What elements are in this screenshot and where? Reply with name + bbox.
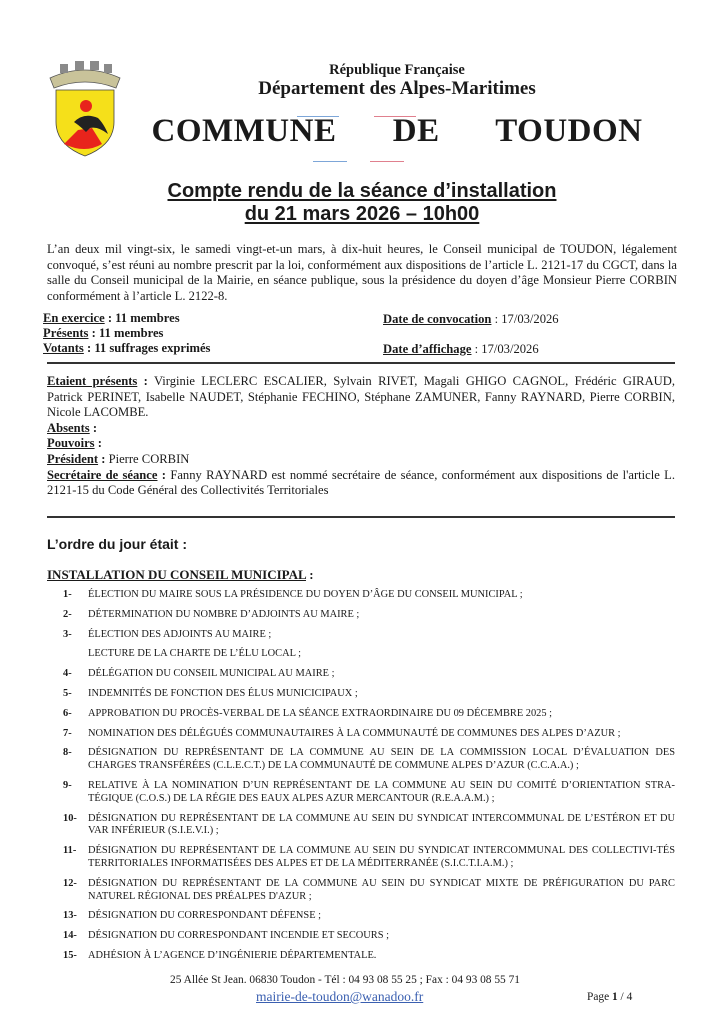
agenda-item xyxy=(63,950,675,963)
document-title-line1: Compte rendu de la séance d’installation xyxy=(167,180,557,202)
attendance-presents: Etaient présents : Virginie LECLERC ESCALIER, Sylvain RIVET, Magali GHIGO CAGNOL, Frédéric GIRAUD, Patrick PERINET, Isabelle NAUDET, Stéphanie FECHINO, Stéphane ZAMUNER, Fanny RAYNARD, Pierre CORBIN, Nicole LACOMBE. xyxy=(47,374,676,420)
agenda-item-text: DÉSIGNATION DU REPRÉSENTANT DE LA COMMUNE AU SEIN DE LA COMMISSION LOCAL D’ÉVALUATION DES CHARGES TRANSFÉRÉES (C.L.E.C.T.) DE LA COMMUNAUTÉ DE COMMUNE ALPES D’AZUR (C.C.A.A.) ; xyxy=(88,747,675,772)
count-votants-label: Votants xyxy=(43,341,84,355)
secretaire-label: Secrétaire de séance xyxy=(47,467,158,482)
agenda-item-number: 7- xyxy=(63,727,72,739)
count-presents-label: Présents xyxy=(43,326,89,340)
agenda-item xyxy=(63,780,675,806)
presents-label: Etaient présents xyxy=(47,374,138,388)
sun-icon xyxy=(80,100,92,112)
president-label: Président xyxy=(47,451,99,466)
agenda-item-text: DÉSIGNATION DU CORRESPONDANT INCENDIE ET SECOURS ; xyxy=(88,930,389,942)
agenda-heading: L’ordre du jour était : xyxy=(47,536,188,552)
tricolor-dash-blue-bottom xyxy=(313,161,347,162)
agenda-item xyxy=(63,609,675,622)
date-convocation-label: Date de convocation xyxy=(383,312,492,326)
agenda-item xyxy=(63,589,675,602)
absents-label: Absents xyxy=(47,420,90,435)
president-value: Pierre CORBIN xyxy=(105,451,190,466)
count-exercice-label: En exercice xyxy=(43,311,105,325)
agenda-item-text: LECTURE DE LA CHARTE DE L’ÉLU LOCAL ; xyxy=(88,648,302,660)
agenda-list xyxy=(63,589,675,970)
footer-email-link[interactable]: mairie-de-toudon@wanadoo.fr xyxy=(256,989,424,1004)
agenda-item-text: ADHÉSION À L’AGENCE D’INGÉNIERIE DÉPARTEMENTALE. xyxy=(88,949,377,961)
department-label: Département des Alpes-Maritimes xyxy=(258,78,536,99)
document-title-line2: du 21 mars 2026 – 10h00 xyxy=(244,203,480,225)
agenda-item-text: ÉLECTION DES ADJOINTS AU MAIRE ; xyxy=(88,628,272,640)
agenda-item-text: DÉSIGNATION DU CORRESPONDANT DÉFENSE ; xyxy=(88,910,322,922)
pouvoirs-label: Pouvoirs xyxy=(47,436,95,451)
agenda-item xyxy=(63,728,675,741)
secretaire-value: Fanny RAYNARD est nommé secrétaire de séance, conformément aux dispositions de l'article L. 2121-15 du Code Général des Collectivités Territoriales xyxy=(47,467,676,498)
agenda-item-text: DÉSIGNATION DU REPRÉSENTANT DE LA COMMUNE AU SEIN DU SYNDICAT INTERCOMMUNAL DE L’ESTÉRON ET DU VAR INFÉRIEUR (S.I.E.V.I.) ; xyxy=(88,812,675,837)
agenda-item-text: DÉLÉGATION DU CONSEIL MUNICIPAL AU MAIRE ; xyxy=(88,668,335,680)
divider-top xyxy=(47,362,675,364)
agenda-item-number: 3- xyxy=(63,628,72,640)
agenda-item-number: 15- xyxy=(63,949,77,961)
agenda-item-number: 1- xyxy=(63,589,72,600)
page-total: / 4 xyxy=(617,991,633,1003)
agenda-item-text: DÉTERMINATION DU NOMBRE D’ADJOINTS AU MAIRE ; xyxy=(88,608,360,620)
intro-paragraph: L’an deux mil vingt-six, le samedi vingt-et-un mars, à dix-huit heures, le Conseil municipal de TOUDON, légalement convoqué, s’est réuni au nombre prescrit par la loi, conformément aux dispositions de l’article L. 2121-17 du CGCT, dans la salle du Conseil municipal de la Mairie, en séance publique, sous la présidence du doyen d’âge Monsieur Pierre CORBIN conformément à l’article L. 2122-8. xyxy=(47,242,677,303)
agenda-item xyxy=(63,668,675,681)
attendance-absents: Absents : xyxy=(47,420,98,435)
date-affichage-value: : 17/03/2026 xyxy=(471,342,539,356)
agenda-item-number: 12- xyxy=(63,877,77,889)
agenda-item-number xyxy=(63,648,88,661)
agenda-item xyxy=(63,930,675,943)
agenda-item-text: NOMINATION DES DÉLÉGUÉS COMMUNAUTAIRES À LA COMMUNAUTÉ DE COMMUNES DES ALPES D’AZUR ; xyxy=(88,727,621,739)
agenda-item-text: DÉSIGNATION DU REPRÉSENTANT DE LA COMMUNE AU SEIN DU SYNDICAT INTERCOMMUNAL DES COLLECTIVI-TÉS TERRITORIALES INFORMATISÉES DES ALPES ET DE LA MÉDITERRANÉE (S.I.C.T.I.A.M.) ; xyxy=(88,845,675,869)
agenda-item xyxy=(63,629,675,642)
agenda-item-number: 6- xyxy=(63,707,72,719)
agenda-item xyxy=(63,688,675,701)
agenda-item-text: APPROBATION DU PROCÈS-VERBAL DE LA SÉANCE EXTRAORDINAIRE DU 09 DÉCEMBRE 2025 ; xyxy=(88,707,553,719)
agenda-item xyxy=(63,845,675,871)
attendance-president: Président : Pierre CORBIN xyxy=(47,451,190,466)
page-number xyxy=(587,991,632,1003)
agenda-item-number: 11- xyxy=(63,845,77,857)
agenda-item-number: 9- xyxy=(63,779,72,791)
agenda-item xyxy=(63,813,675,839)
agenda-section: INSTALLATION DU CONSEIL MUNICIPAL : xyxy=(47,567,314,582)
agenda-item-text: INDEMNITÉS DE FONCTION DES ÉLUS MUNICICIPAUX ; xyxy=(88,687,358,699)
tricolor-dash-red-bottom xyxy=(370,161,404,162)
count-votants xyxy=(43,341,210,356)
agenda-item xyxy=(63,648,675,661)
agenda-item-text: DÉSIGNATION DU REPRÉSENTANT DE LA COMMUNE AU SEIN DU SYNDICAT MIXTE DE PRÉFIGURATION DU PARC NATUREL RÉGIONAL DES PRÉALPES D'AZUR ; xyxy=(88,877,675,902)
agenda-item xyxy=(63,910,675,923)
commune-title: COMMUNE DE TOUDON xyxy=(151,113,643,149)
count-votants-value: : 11 suffrages exprimés xyxy=(83,341,211,355)
attendance-pouvoirs: Pouvoirs : xyxy=(47,436,102,451)
agenda-item xyxy=(63,708,675,721)
agenda-section-label: INSTALLATION DU CONSEIL MUNICIPAL xyxy=(47,567,306,582)
attendance-block xyxy=(47,374,675,499)
agenda-item xyxy=(63,878,675,904)
agenda-item-text: ÉLECTION DU MAIRE SOUS LA PRÉSIDENCE DU DOYEN D’ÂGE DU CONSEIL MUNICIPAL ; xyxy=(88,589,523,600)
count-presents-value: : 11 membres xyxy=(88,326,164,340)
agenda-item-number: 5- xyxy=(63,687,72,699)
agenda-item-number: 4- xyxy=(63,668,72,680)
date-affichage xyxy=(383,342,539,357)
divider-bottom xyxy=(47,516,675,518)
attendance-secretaire: Secrétaire de séance : Fanny RAYNARD est nommé secrétaire de séance, conformément aux dispositions de l'article L. 2121-15 du Code Général des Collectivités Territoriales xyxy=(47,467,676,498)
agenda-item-number: 2- xyxy=(63,608,72,620)
agenda-item-number: 14- xyxy=(63,930,77,942)
agenda-item-number: 8- xyxy=(63,747,72,759)
agenda-item-number: 13- xyxy=(63,910,77,922)
agenda-item-text: RELATIVE À LA NOMINATION D’UN REPRÉSENTANT DE LA COMMUNE AU SEIN DU COMITÉ D’ORIENTATION STRA-TÉGIQUE (C.O.S.) DE LA RÉGIE DES EAUX ALPES AZUR MERCANTOUR (R.E.A.A.M.) ; xyxy=(88,779,675,804)
date-convocation xyxy=(383,312,559,327)
page-current: 1 xyxy=(612,991,618,1003)
footer-address: 25 Allée St Jean. 06830 Toudon - Tél : 04 93 08 55 25 ; Fax : 04 93 08 55 71 xyxy=(170,974,520,986)
date-affichage-label: Date d’affichage xyxy=(383,342,472,356)
page-prefix: Page xyxy=(587,991,612,1003)
count-presents xyxy=(43,326,163,341)
agenda-item xyxy=(63,747,675,773)
presents-list: Virginie LECLERC ESCALIER, Sylvain RIVET, Magali GHIGO CAGNOL, Frédéric GIRAUD, Patrick PERINET, Isabelle NAUDET, Stéphanie FECHINO, Stéphane ZAMUNER, Fanny RAYNARD, Pierre CORBIN, Nicole LACOMBE. xyxy=(47,374,676,420)
date-convocation-value: : 17/03/2026 xyxy=(491,312,559,326)
republic-label: République Française xyxy=(329,62,465,78)
agenda-item-number: 10- xyxy=(63,812,77,824)
count-exercice xyxy=(43,311,180,326)
count-exercice-value: : 11 membres xyxy=(104,311,180,325)
